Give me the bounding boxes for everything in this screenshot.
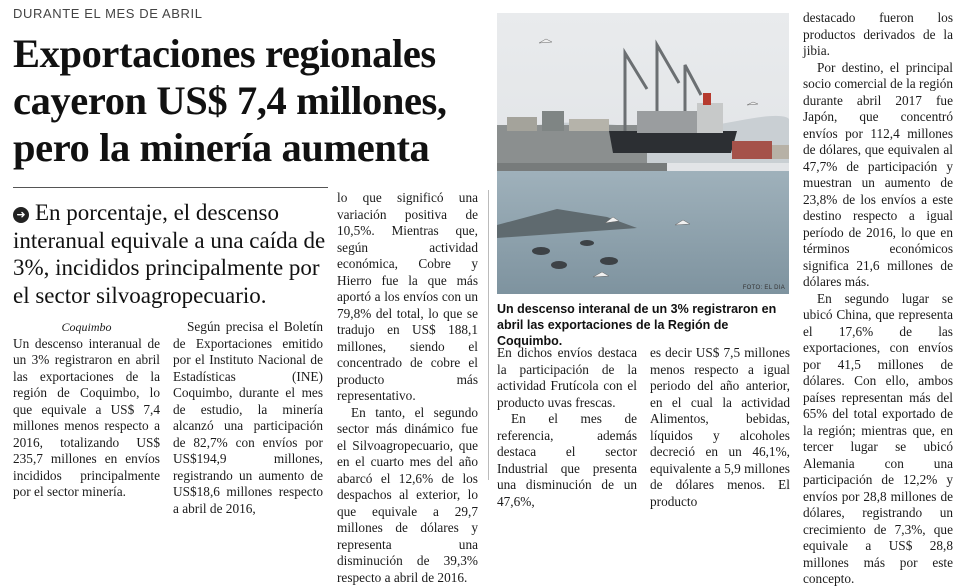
- article-paragraph: En dichos envíos destaca la participación de la actividad Frutícola con el producto uvas frescas.: [497, 345, 637, 410]
- article-column-1: [13, 319, 160, 501]
- subdeck: [13, 199, 331, 309]
- article-paragraph: Por destino, el principal socio comercial de la región durante abril 2017 fue Japón, que concentró envíos por 112,4 millones de dólares, que equivalen al 47,7% de participación y muestran un aumento de 23,8% de los envíos a este destino respecto a igual período de 2016, lo que en términos económicos significa 21,6 millones de dólares más.: [803, 59, 953, 289]
- harbor-photo-image: [497, 13, 789, 294]
- headline-line-1: Exportaciones regionales: [13, 31, 436, 76]
- headline-rule: [13, 187, 328, 188]
- article-paragraph: Según precisa el Boletín de Exportaciones emitido por el Instituto Nacional de Estadísticas (INE) Coquimbo, durante el mes de estudio, la minería alcanzó una participación de 82,7% con envíos por US$194,9 millones, registrando un aumento de US$18,6 millones respecto a abril de 2016,: [173, 319, 323, 516]
- article-column-3: [337, 190, 478, 586]
- article-column-2: [173, 319, 323, 517]
- article-paragraph: Un descenso interanual de un 3% registraron en abril las exportaciones de la región de Coquimbo, lo que equivale a US$ 7,4 millones menos respecto a 2016, totalizando US$ 235,7 millones en envíos incididos principalmente por el sector minería.: [13, 335, 160, 499]
- article-column-4: [497, 345, 637, 510]
- article-paragraph: destacado fueron los productos derivados de la jibia.: [803, 10, 953, 58]
- section-kicker: DURANTE EL MES DE ABRIL: [13, 6, 203, 21]
- subdeck-text: En porcentaje, el descenso interanual equivale a una caída de 3%, incididos principalmente por el sector silvoagropecuario.: [13, 200, 326, 308]
- photo-caption: Un descenso interanal de un 3% registraron en abril las exportaciones de la Región de Coquimbo.: [497, 302, 777, 348]
- article-paragraph: En el mes de referencia, además destaca el sector Industrial que presenta una disminución de un 47,6%,: [497, 411, 637, 509]
- photo-credit: FOTO: EL DIA: [742, 285, 785, 291]
- headline-line-2: cayeron US$ 7,4 millones,: [13, 78, 447, 123]
- arrow-right-circle-icon: ➜: [13, 207, 29, 223]
- article-paragraph: lo que significó una variación positiva de 10,5%. Mientras que, según actividad económica, Cobre y Hierro fue la que más aportó a los envíos con un 79,8% del total, lo que se tradujo en US$ 188,1 millones, siendo el concentrado de cobre el producto más representativo.: [337, 190, 478, 403]
- article-paragraph: En tanto, el segundo sector más dinámico fue el Silvoagropecuario, que en el cuarto mes del año abarcó el 12,6% de los despachos al exterior, lo que equivale a 29,7 millones de dólares y representa una disminución de 39,3% respecto a abril de 2016.: [337, 404, 478, 585]
- harbor-photo: [497, 13, 789, 294]
- article-column-5: [650, 345, 790, 510]
- article-paragraph: es decir US$ 7,5 millones menos respecto a igual periodo del año anterior, en el cual la actividad Alimentos, bebidas, líquidos y alcoholes decreció en un 46,1%, equivalente a 5,9 millones de dólares menos. El producto: [650, 345, 790, 509]
- headline: [13, 30, 483, 171]
- headline-line-3: pero la minería aumenta: [13, 125, 430, 170]
- byline: Coquimbo: [61, 320, 112, 334]
- column-divider: [488, 190, 489, 480]
- article-paragraph: En segundo lugar se ubicó China, que representa el 17,6% de las exportaciones, con envíos por 41,5 millones de dólares. Con ello, ambos países representan más del 65% del total exportado de la región; mientras que, en tercer lugar se ubicó Alemania con una participación de 12,2% y envíos por 28,8 millones de dólares, registrando un crecimiento de 7,3%, que equivale a US$ 28,8 millones más por este concepto.: [803, 290, 953, 586]
- article-column-6: [803, 10, 953, 588]
